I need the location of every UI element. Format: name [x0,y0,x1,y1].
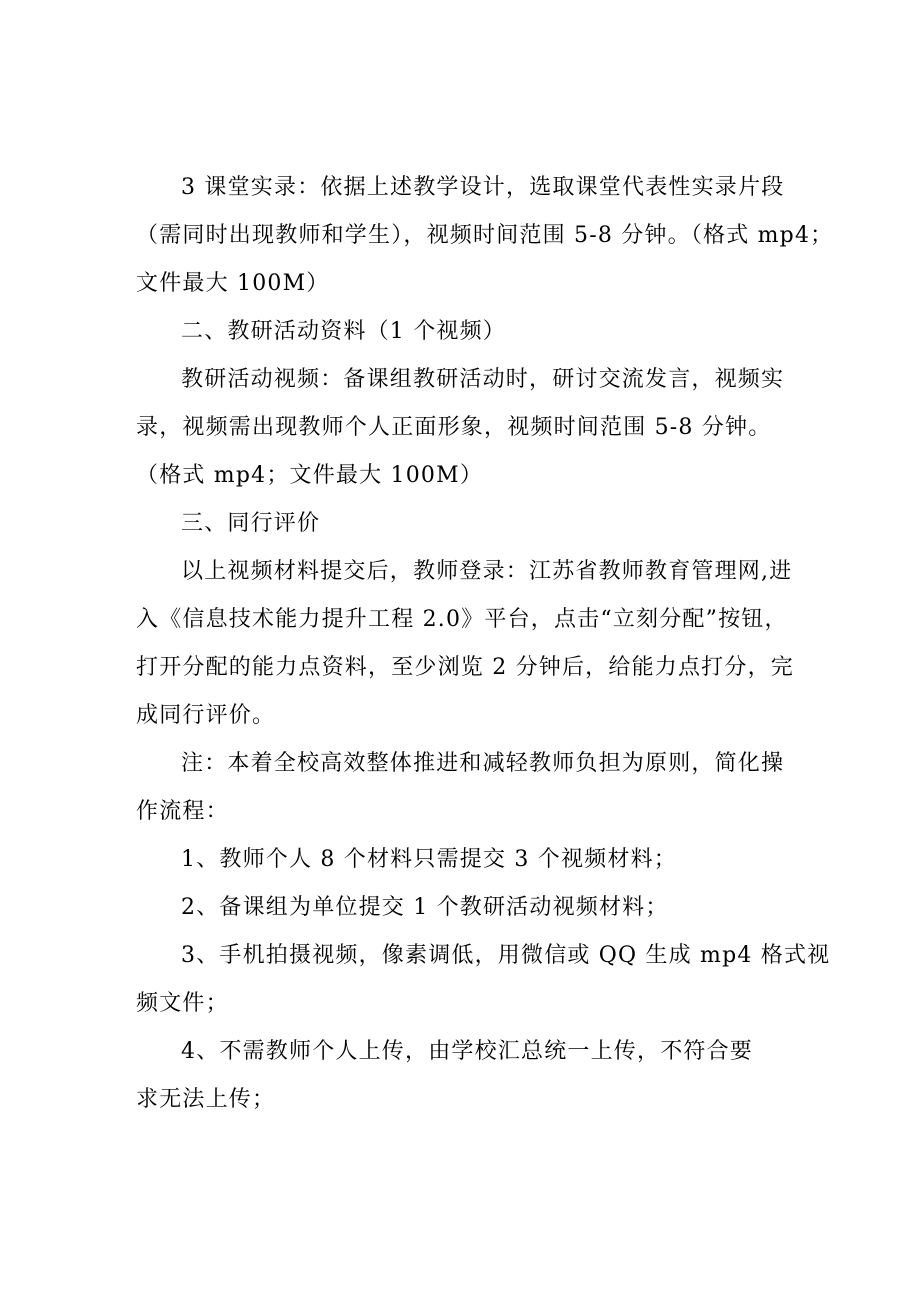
text-line: 入《信息技术能力提升工程 2.0》平台，点击“立刻分配”按钮， [136,607,788,632]
text-line: 注：本着全校高效整体推进和减轻教师负担为原则，简化操 [181,751,785,776]
text-line: 文件最大 100M） [136,271,330,296]
list-item-continuation: 频文件； [136,991,229,1016]
text-line: 成同行评价。 [136,703,276,728]
section-heading: 二、教研活动资料（1 个视频） [181,319,506,344]
text-line: 教研活动视频：备课组教研活动时，研讨交流发言，视频实 [181,367,785,392]
list-item: 2、备课组为单位提交 1 个教研活动视频材料； [181,895,669,920]
text-line: 作流程： [136,799,229,824]
text-line: （需同时出现教师和学生），视频时间范围 5-8 分钟。（格式 mp4； [136,223,834,248]
text-line: 打开分配的能力点资料，至少浏览 2 分钟后，给能力点打分，完 [136,655,794,680]
text-line: 以上视频材料提交后，教师登录：江苏省教师教育管理网,进 [181,559,793,584]
list-item-continuation: 求无法上传； [136,1087,276,1112]
list-item: 4、不需教师个人上传，由学校汇总统一上传，不符合要 [181,1039,753,1064]
text-line: 录，视频需出现教师个人正面形象，视频时间范围 5-8 分钟。 [136,415,772,440]
text-line: （格式 mp4；文件最大 100M） [136,463,484,488]
section-heading: 三、同行评价 [181,511,321,536]
text-line: 3 课堂实录：依据上述教学设计，选取课堂代表性实录片段 [181,175,785,200]
list-item: 3、手机拍摄视频，像素调低，用微信或 QQ 生成 mp4 格式视 [181,943,831,968]
list-item: 1、教师个人 8 个材料只需提交 3 个视频材料； [181,847,677,872]
